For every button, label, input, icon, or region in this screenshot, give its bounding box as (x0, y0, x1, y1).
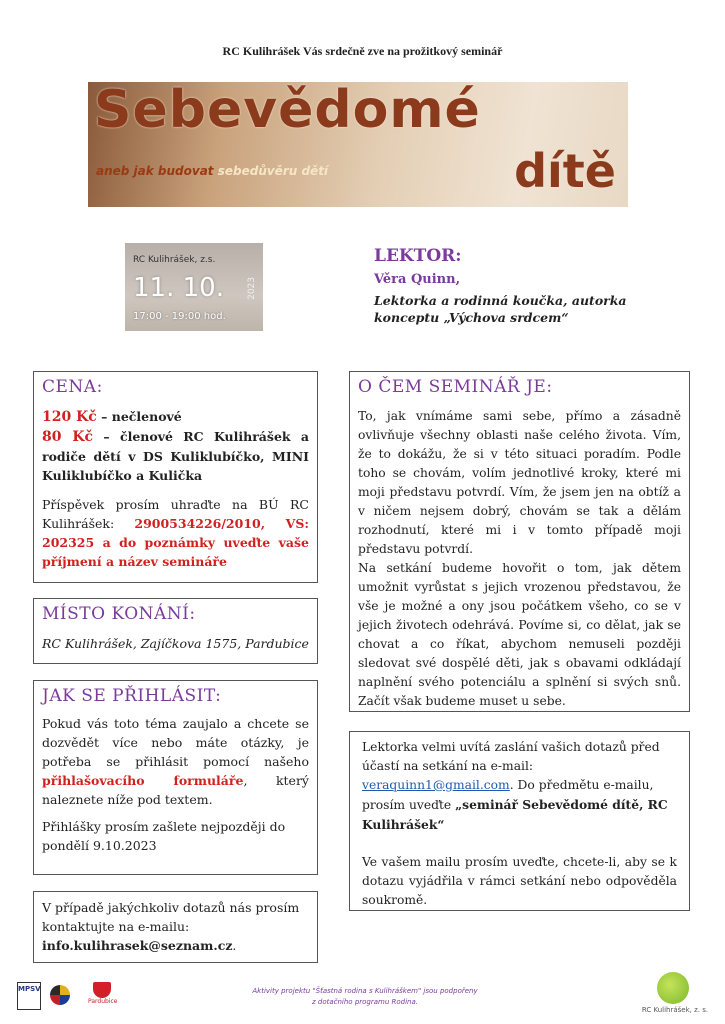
lecturer-contact-note: Ve vašem mailu prosím uveďte, chcete-li, aby se k dotazu vyjádřila v rámci setkání nebo odpověděla soukromě. (362, 855, 677, 907)
pardubice-logo (88, 982, 116, 1010)
seminar-heading: O ČEM SEMINÁŘ JE: (358, 377, 553, 397)
lecturer-contact-box (349, 731, 690, 911)
email-subject: „seminář Sebevědomé dítě, RC Kulihrášek“ (362, 797, 668, 832)
price-box (33, 371, 318, 583)
pardubice-shield-icon (93, 982, 111, 998)
subtitle-part-a: aneb jak budovat (96, 164, 218, 178)
payment-text: Příspěvek prosím uhraďte na BÚ RC Kulihrášek: (42, 497, 309, 531)
seminar-box (349, 371, 690, 712)
banner-title: Sebevědomé (94, 82, 481, 140)
price-member-label: – členové RC Kulihrášek a rodiče dětí v DS Kuliklubíčko, MINI Kuliklubíčko a Kulička (42, 429, 309, 483)
price-line-2 (42, 427, 309, 485)
lecturer-contact-text-b: . Do předmětu e-mailu, prosím uveďte (362, 778, 654, 812)
footer-line-1: Aktivity projektu "Šťastná rodina s Kulihráškem" jsou podpořeny (252, 987, 478, 995)
contact-text: V případě jakýchkoliv dotazů nás prosím kontaktujte na e-mailu: (42, 900, 300, 934)
contact-box (33, 891, 318, 963)
date-box (125, 243, 263, 331)
date-box-org: RC Kulihrášek, z.s. (133, 255, 216, 265)
price-line-1 (42, 407, 309, 427)
signup-box (33, 680, 318, 875)
lektor-description (374, 292, 674, 326)
lektor-desc-line2: konceptu „Výchova srdcem“ (374, 310, 569, 325)
mpsv-logo: MPSV (17, 982, 41, 1010)
seminar-paragraph-1: To, jak vnímáme sami sebe, přímo a zásadně ovlivňuje všechny oblasti naše celého života. Vím, že to dokážu, že si v této situaci poradím. Podle toho se chovám, volím jednotlivé kroky, které mi moji představu potvrdí. Vím, že jsem jen na obtíž a v ničem nejsem dobrý, chovám se tak a dělám rozhodnutí, které mi i v tomto případě moji představu potvrdí. (358, 409, 681, 556)
venue-address: RC Kulihrášek, Zajíčkova 1575, Pardubice (42, 636, 309, 651)
contact-dot: . (232, 938, 237, 953)
pardubice-logo-text: Pardubice (88, 998, 118, 1005)
footer-line-2: z dotačního programu Rodina. (311, 998, 418, 1006)
venue-heading: MÍSTO KONÁNÍ: (42, 604, 196, 624)
invitation-line: RC Kulihrášek Vás srdečně zve na prožitkový seminář (222, 44, 503, 58)
banner-title-2: dítě (514, 144, 616, 198)
price-member: 80 Kč (42, 429, 94, 445)
signup-text (42, 714, 309, 809)
lektor-desc-line1: Lektorka a rodinná koučka, autorka (374, 293, 627, 308)
event-date: 11. 10. (133, 273, 224, 303)
kulihrasek-logo-text: RC Kulihrášek, z. s. (641, 1006, 709, 1014)
payment-info (42, 495, 309, 571)
kulihrasek-logo-icon (657, 972, 689, 1004)
event-time: 17:00 - 19:00 hod. (133, 311, 226, 322)
signup-text-a: Pokud vás toto téma zaujalo a chcete se dozvědět více nebo máte otázky, je potřeba se přihlásit pomocí našeho (42, 716, 309, 769)
signup-form-link[interactable]: přihlašovacího formuláře (42, 773, 244, 788)
lecturer-email-link[interactable]: veraquinn1@gmail.com (362, 778, 510, 792)
banner-subtitle (96, 164, 328, 178)
footer-note (240, 986, 490, 1008)
lecturer-contact-text-a: Lektorka velmi uvítá zaslání vašich dotazů před účastí na setkání na e-mail: (362, 740, 660, 773)
signup-text-b: , který naleznete níže pod textem. (42, 773, 309, 807)
event-year: 2023 (247, 277, 257, 300)
subtitle-part-b: sebedůvěru dětí (217, 164, 329, 178)
signup-heading: JAK SE PŘIHLÁSIT: (42, 686, 222, 706)
price-heading: CENA: (42, 377, 103, 397)
payment-account: 2900534226/2010, VS: 202325 a do poznámky uveďte vaše příjmení a název semináře (42, 516, 309, 569)
seminar-paragraph-2: Na setkání budeme hovořit o tom, jak dětem umožnit vyrůstat s jejich vrozenou představou, že vše je možné a ony jsou počátkem všeho, co se v jejich životech odehrává. Povíme si, co dělat, jak se chovat a co říkat, abychom nemuseli později sledovat své dospělé děti, jak s obavami odkládají naplnění svého potenciálu a splnění si svých snů. Začít však budeme muset u sebe. (358, 561, 681, 708)
price-nonmember-label: – nečlenové (96, 409, 182, 424)
lecturer-contact-text (362, 738, 677, 835)
price-nonmember: 120 Kč (42, 409, 97, 425)
family-logo-icon (50, 985, 70, 1005)
contact-email[interactable]: info.kulihrasek@seznam.cz (42, 938, 233, 953)
lektor-heading: LEKTOR: (374, 246, 462, 266)
signup-deadline: Přihlášky prosím zašlete nejpozději do pondělí 9.10.2023 (42, 819, 286, 853)
contact-email-line (42, 936, 309, 955)
venue-box (33, 598, 318, 664)
lektor-name: Věra Quinn, (374, 272, 461, 287)
title-banner (88, 82, 628, 207)
